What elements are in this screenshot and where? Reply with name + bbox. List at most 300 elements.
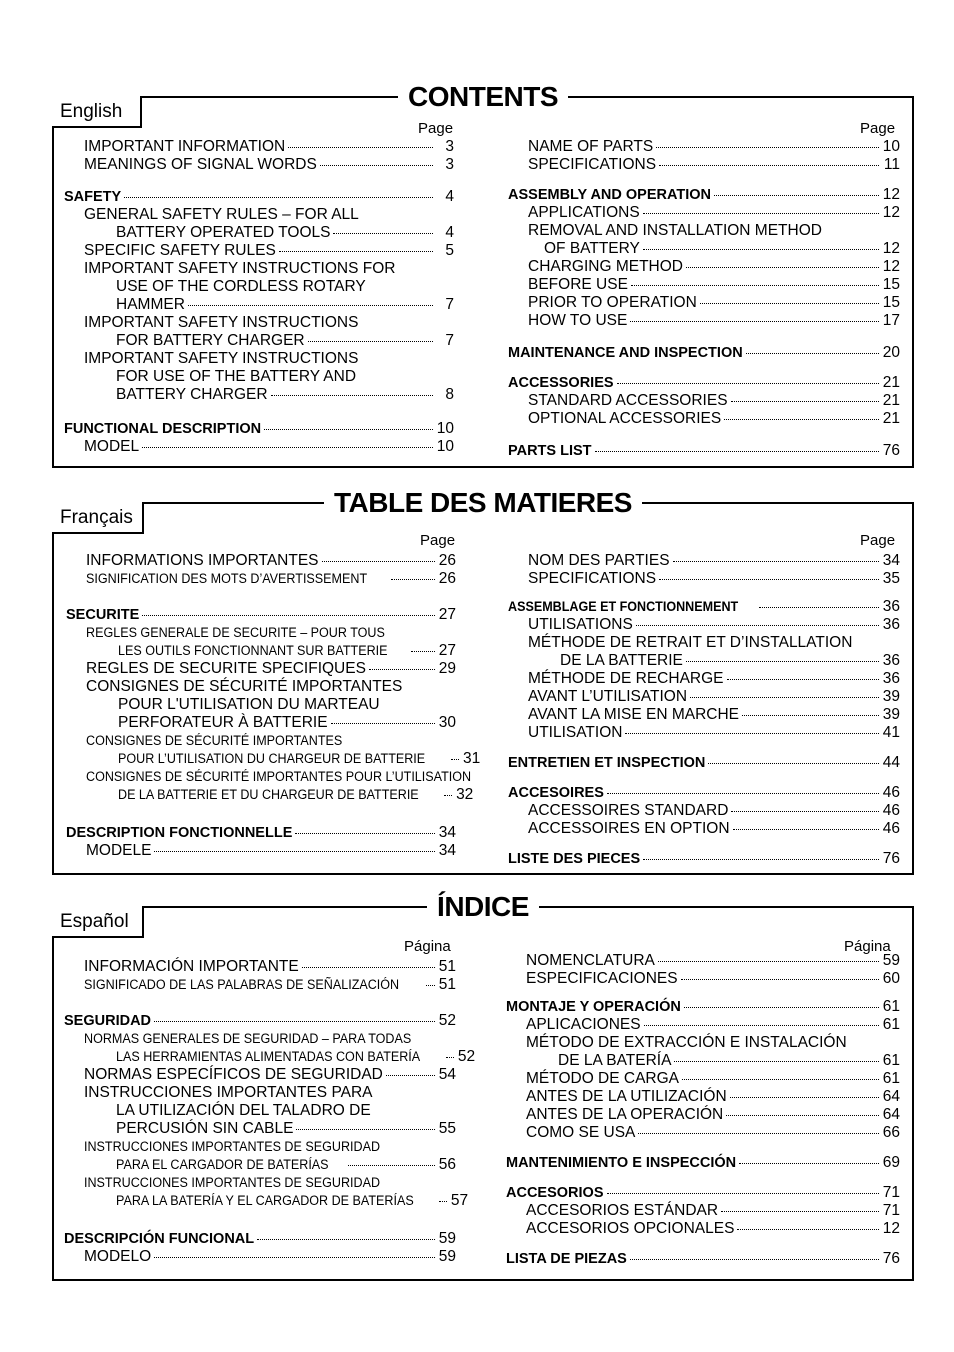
toc-entry-page-number: 27 (438, 642, 456, 659)
dot-leader (674, 1057, 879, 1062)
toc-entry-label: DE LA BATTERIE (560, 652, 683, 669)
section-title-row (52, 890, 914, 924)
page-column-header-left: Page (420, 532, 456, 549)
toc-entry-maintenance-and-inspection[interactable] (508, 344, 900, 362)
toc-entry-informacion-importante[interactable] (84, 958, 456, 976)
dot-leader (638, 1129, 879, 1134)
dot-leader (730, 1093, 879, 1098)
dot-leader (257, 1235, 435, 1240)
toc-entry-page-number: 21 (882, 410, 900, 427)
toc-entry-label: CONSIGNES DE SÉCURITÉ IMPORTANTES (86, 678, 403, 695)
dot-leader (142, 443, 433, 448)
toc-entry-avant-la-mise-en-marche[interactable] (528, 706, 900, 724)
dot-leader (154, 1017, 435, 1022)
toc-entry-les-outils-fonctionnant-sur-batterie[interactable] (118, 642, 456, 660)
toc-entry-de-la-bateria[interactable] (558, 1052, 900, 1070)
toc-entry-modelo[interactable] (84, 1248, 456, 1266)
toc-entry-page-number: 7 (445, 296, 454, 313)
dot-leader (630, 317, 879, 322)
toc-entry-page-number: 46 (882, 802, 900, 819)
dot-leader (636, 621, 879, 626)
dot-leader (682, 1075, 879, 1080)
toc-entry-label: ACCESORIOS OPCIONALES (526, 1220, 735, 1237)
toc-entry-parts-list[interactable] (508, 442, 900, 460)
toc-entry-prior-to-operation[interactable] (528, 294, 900, 312)
toc-entry-label: SECURITE (66, 607, 140, 623)
toc-entry-page-number: 64 (882, 1106, 900, 1123)
toc-entry-page-number: 4 (445, 188, 454, 205)
dot-leader (295, 829, 435, 834)
dot-leader (733, 825, 879, 830)
dot-leader (320, 161, 433, 166)
toc-entry-specifications[interactable] (528, 156, 900, 174)
dot-leader (727, 675, 880, 680)
toc-entry-standard-accessories[interactable] (528, 392, 900, 410)
toc-entry-label: ACCESORIOS ESTÁNDAR (526, 1202, 719, 1219)
dot-leader (188, 301, 433, 306)
toc-entry-label: APLICACIONES (526, 1016, 641, 1033)
toc-entry-label: SPECIFICATIONS (528, 156, 657, 173)
toc-entry-label: SPECIFIC SAFETY RULES (84, 242, 276, 259)
toc-entry-page-number: 10 (882, 138, 900, 155)
toc-entry-removal-and-installation-method[interactable] (528, 222, 900, 240)
toc-entry-page-number: 54 (438, 1066, 456, 1083)
toc-entry-page-number: 52 (457, 1048, 476, 1065)
toc-entry-page-number: 66 (882, 1124, 900, 1141)
toc-entry-para-el-cargador-de-baterias[interactable] (116, 1156, 456, 1174)
toc-entry-accessoires-en-option[interactable] (528, 820, 900, 838)
toc-entry-important-safety-instructions[interactable] (84, 314, 454, 332)
toc-entry-label: INSTRUCCIONES IMPORTANTES DE SEGURIDAD (84, 1175, 381, 1190)
toc-entry-las-herramientas-alimentadas-con-bateria[interactable] (116, 1048, 476, 1066)
page-column-header-left: Page (418, 120, 454, 137)
dot-leader (322, 557, 435, 562)
toc-entry-label: ASSEMBLAGE ET FONCTIONNEMENT (508, 599, 739, 614)
toc-entry-label: HOW TO USE (528, 312, 628, 329)
toc-entry-label: STANDARD ACCESSORIES (528, 392, 728, 409)
toc-entry-label: INFORMATIONS IMPORTANTES (86, 552, 319, 569)
toc-entry-mantenimiento-e-inspeccion[interactable] (506, 1154, 900, 1172)
toc-entry-page-number: 39 (882, 706, 900, 723)
toc-entry-label: PRIOR TO OPERATION (528, 294, 697, 311)
toc-entry-label: ACCESSOIRES EN OPTION (528, 820, 730, 837)
toc-entry-methode-de-recharge[interactable] (528, 670, 900, 688)
section-fr (52, 486, 914, 875)
toc-entry-signification-des-mots-d-avertissement[interactable] (86, 570, 456, 588)
dot-leader (288, 143, 433, 148)
dot-leader (643, 855, 879, 860)
toc-entry-page-number: 39 (882, 688, 900, 705)
toc-entry-accesorios[interactable] (506, 1184, 900, 1202)
toc-entry-label: NORMAS ESPECÍFICOS DE SEGURIDAD (84, 1066, 383, 1083)
toc-entry-para-la-bateria-y-el-cargador-de-baterias[interactable] (116, 1192, 469, 1210)
toc-entry-meanings-of-signal-words[interactable] (84, 156, 454, 174)
dot-leader (746, 349, 879, 354)
toc-entry-regles-generale-de-securite-pour-tous[interactable] (86, 624, 456, 642)
toc-entry-informations-importantes[interactable] (86, 552, 456, 570)
dot-leader (595, 447, 879, 452)
dot-leader (124, 193, 433, 198)
toc-entry-lista-de-piezas[interactable] (506, 1250, 900, 1268)
section-es (52, 890, 914, 1281)
toc-entry-page-number: 15 (882, 276, 900, 293)
dot-leader (658, 957, 879, 962)
toc-entry-page-number: 61 (882, 998, 900, 1015)
toc-entry-page-number: 12 (882, 258, 900, 275)
toc-entry-label: SIGNIFICADO DE LAS PALABRAS DE SEÑALIZACIÓN (84, 977, 400, 992)
toc-entry-page-number: 17 (882, 312, 900, 329)
dot-leader (625, 729, 879, 734)
toc-entry-accesoires[interactable] (508, 784, 900, 802)
toc-entry-de-la-batterie-et-du-chargeur-de-batterie[interactable] (118, 786, 474, 804)
toc-entry-general-safety-rules-for-all[interactable] (84, 206, 454, 224)
toc-entry-important-safety-instructions-for[interactable] (84, 260, 454, 278)
toc-entry-page-number: 3 (445, 156, 454, 173)
toc-entry-label: ACCESSORIES (508, 375, 614, 391)
toc-entry-important-information[interactable] (84, 138, 454, 156)
toc-entry-consignes-de-securite-importantes[interactable] (86, 678, 456, 696)
toc-entry-label: REMOVAL AND INSTALLATION METHOD (528, 222, 822, 239)
toc-entry-page-number: 61 (882, 1070, 900, 1087)
toc-entry-consignes-de-securite-importantes[interactable] (86, 732, 456, 750)
toc-entry-label: MAINTENANCE AND INSPECTION (508, 345, 743, 361)
section-en (52, 80, 914, 468)
toc-entry-page-number: 36 (882, 670, 900, 687)
toc-entry-page-number: 10 (436, 438, 454, 455)
toc-entry-como-se-usa[interactable] (526, 1124, 900, 1142)
dot-leader (673, 557, 879, 562)
toc-entry-percusion-sin-cable[interactable] (116, 1120, 456, 1138)
toc-entry-label: MÉTHODE DE RETRAIT ET D’INSTALLATION (528, 634, 853, 651)
toc-entry-page-number: 59 (438, 1230, 456, 1247)
dot-leader (617, 379, 879, 384)
toc-entry-page-number: 36 (882, 652, 900, 669)
dot-leader (426, 981, 435, 986)
toc-entry-applications[interactable] (528, 204, 900, 222)
toc-entry-la-utilizacion-del-taladro-de[interactable] (116, 1102, 456, 1120)
toc-entry-utilisations[interactable] (528, 616, 900, 634)
toc-entry-hammer[interactable] (116, 296, 454, 314)
toc-entry-page-number: 51 (438, 976, 456, 993)
dot-leader (700, 299, 879, 304)
toc-entry-page-number: 4 (445, 224, 454, 241)
toc-entry-charging-method[interactable] (528, 258, 900, 276)
toc-entry-page-number: 36 (882, 598, 900, 615)
toc-entry-page-number: 59 (882, 952, 900, 969)
page-column-header-right: Página (844, 938, 891, 955)
toc-entry-accessories[interactable] (508, 374, 900, 392)
toc-entry-label: UTILISATIONS (528, 616, 633, 633)
toc-entry-page-number: 26 (438, 570, 456, 587)
toc-entry-de-la-batterie[interactable] (560, 652, 900, 670)
toc-entry-label: NOM DES PARTIES (528, 552, 670, 569)
toc-entry-metodo-de-carga[interactable] (526, 1070, 900, 1088)
toc-entry-page-number: 34 (438, 824, 456, 841)
toc-entry-page-number: 32 (456, 786, 474, 803)
toc-entry-page-number: 8 (445, 386, 454, 403)
toc-entry-page-number: 55 (438, 1120, 456, 1137)
toc-entry-accessoires-standard[interactable] (528, 802, 900, 820)
toc-entry-label: MODEL (84, 438, 140, 455)
toc-entry-page-number: 71 (882, 1202, 900, 1219)
toc-entry-label: BATTERY CHARGER (116, 386, 268, 403)
dot-leader (739, 1159, 879, 1164)
toc-entry-page-number: 76 (882, 850, 900, 867)
toc-entry-label: HAMMER (116, 296, 185, 313)
toc-entry-nomenclatura[interactable] (526, 952, 900, 970)
dot-leader (451, 755, 459, 760)
toc-entry-montaje-y-operacion[interactable] (506, 998, 900, 1016)
dot-leader (439, 1197, 447, 1202)
dot-leader (643, 245, 879, 250)
dot-leader (411, 647, 435, 652)
dot-leader (714, 191, 879, 196)
language-tab: Español (52, 906, 144, 938)
toc-entry-for-battery-charger[interactable] (116, 332, 454, 350)
toc-entry-label: PARA EL CARGADOR DE BATERÍAS (116, 1157, 329, 1172)
toc-entry-page-number: 20 (882, 344, 900, 361)
toc-entry-label: LA UTILIZACIÓN DEL TALADRO DE (116, 1102, 371, 1119)
section-title-row (52, 486, 914, 520)
page-column-header-right: Page (860, 120, 896, 137)
toc-entry-page-number: 57 (450, 1192, 469, 1209)
toc-entry-label: INSTRUCCIONES IMPORTANTES DE SEGURIDAD (84, 1139, 381, 1154)
toc-entry-assemblage-et-fonctionnement[interactable] (508, 598, 900, 616)
toc-entry-page-number: 34 (438, 842, 456, 859)
dot-leader (644, 1021, 879, 1026)
toc-entry-label: OPTIONAL ACCESSORIES (528, 410, 722, 427)
toc-entry-of-battery[interactable] (544, 240, 900, 258)
toc-entry-label: PERCUSIÓN SIN CABLE (116, 1120, 294, 1137)
toc-entry-page-number: 51 (438, 958, 456, 975)
dot-leader (142, 611, 435, 616)
toc-entry-label: UTILISATION (528, 724, 623, 741)
toc-entry-page-number: 12 (882, 1220, 900, 1237)
dot-leader (690, 693, 879, 698)
toc-entry-securite[interactable] (66, 606, 456, 624)
toc-entry-name-of-parts[interactable] (528, 138, 900, 156)
toc-entry-label: DE LA BATERÍA (558, 1052, 672, 1069)
toc-entry-instrucciones-importantes-de-seguridad[interactable] (84, 1138, 456, 1156)
toc-entry-label: COMO SE USA (526, 1124, 636, 1141)
dot-leader (348, 1161, 435, 1166)
toc-entry-label: MANTENIMIENTO E INSPECCIÓN (506, 1155, 737, 1171)
toc-entry-accesorios-estandar[interactable] (526, 1202, 900, 1220)
toc-entry-page-number: 69 (882, 1154, 900, 1171)
page-column-header-right: Page (860, 532, 896, 549)
dot-leader (731, 397, 879, 402)
dot-leader (659, 161, 879, 166)
toc-entry-page-number: 27 (438, 606, 456, 623)
toc-entry-seguridad[interactable] (64, 1012, 456, 1030)
toc-entry-label: PERFORATEUR À BATTERIE (118, 714, 328, 731)
section-title-row (52, 80, 914, 114)
toc-entry-label: REGLES GENERALE DE SECURITE – POUR TOUS (86, 625, 385, 640)
toc-entry-battery-operated-tools[interactable] (116, 224, 454, 242)
toc-entry-label: ENTRETIEN ET INSPECTION (508, 755, 706, 771)
toc-entry-how-to-use[interactable] (528, 312, 900, 330)
toc-entry-label: IMPORTANT SAFETY INSTRUCTIONS FOR (84, 260, 396, 277)
toc-entry-page-number: 61 (882, 1052, 900, 1069)
toc-entry-nom-des-parties[interactable] (528, 552, 900, 570)
toc-entry-perforateur-a-batterie[interactable] (118, 714, 456, 732)
toc-entry-antes-de-la-operacion[interactable] (526, 1106, 900, 1124)
toc-entry-label: MEANINGS OF SIGNAL WORDS (84, 156, 317, 173)
toc-entry-page-number: 56 (438, 1156, 456, 1173)
toc-entry-page-number: 35 (882, 570, 900, 587)
toc-entry-page-number: 10 (436, 420, 454, 437)
dot-leader (759, 603, 879, 608)
toc-entry-model[interactable] (84, 438, 454, 456)
toc-entry-page-number: 44 (882, 754, 900, 771)
toc-entry-page-number: 36 (882, 616, 900, 633)
toc-entry-label: MODELO (84, 1248, 152, 1265)
toc-entry-specifications[interactable] (528, 570, 900, 588)
toc-entry-description-fonctionnelle[interactable] (66, 824, 456, 842)
language-tab: Français (52, 502, 144, 534)
toc-entry-page-number: 15 (882, 294, 900, 311)
toc-entry-label: LISTA DE PIEZAS (506, 1251, 627, 1267)
toc-entry-optional-accessories[interactable] (528, 410, 900, 428)
toc-entry-normas-especificos-de-seguridad[interactable] (84, 1066, 456, 1084)
toc-entry-page-number: 52 (438, 1012, 456, 1029)
toc-entry-pour-l-utilisation-du-chargeur-de-batterie[interactable] (118, 750, 481, 768)
toc-entry-label: ACCESOIRES (508, 785, 604, 801)
toc-entry-especificaciones[interactable] (526, 970, 900, 988)
toc-entry-page-number: 64 (882, 1088, 900, 1105)
toc-entry-significado-de-las-palabras-de-senalizacion[interactable] (84, 976, 456, 994)
toc-entry-instrucciones-importantes-para[interactable] (84, 1084, 456, 1102)
toc-entry-label: INSTRUCCIONES IMPORTANTES PARA (84, 1084, 373, 1101)
toc-entry-label: POUR L’UTILISATION DU CHARGEUR DE BATTERIE (118, 751, 426, 766)
section-title: CONTENTS (398, 80, 568, 114)
toc-entry-for-use-of-the-battery-and[interactable] (116, 368, 454, 386)
toc-entry-label: ANTES DE LA OPERACIÓN (526, 1106, 724, 1123)
dot-leader (331, 719, 435, 724)
toc-entry-instrucciones-importantes-de-seguridad[interactable] (84, 1174, 456, 1192)
toc-entry-label: NAME OF PARTS (528, 138, 654, 155)
toc-entry-page-number: 59 (438, 1248, 456, 1265)
toc-entry-battery-charger[interactable] (116, 386, 454, 404)
toc-entry-safety[interactable] (64, 188, 454, 206)
dot-leader (264, 425, 433, 430)
toc-entry-label: MÉTHODE DE RECHARGE (528, 670, 724, 687)
toc-entry-label: PARTS LIST (508, 443, 592, 459)
dot-leader (686, 657, 879, 662)
toc-entry-specific-safety-rules[interactable] (84, 242, 454, 260)
toc-entry-page-number: 34 (882, 552, 900, 569)
dot-leader (308, 337, 433, 342)
toc-entry-page-number: 76 (882, 442, 900, 459)
toc-entry-liste-des-pieces[interactable] (508, 850, 900, 868)
toc-entry-aplicaciones[interactable] (526, 1016, 900, 1034)
toc-entry-label: NORMAS GENERALES DE SEGURIDAD – PARA TODAS (84, 1031, 412, 1046)
dot-leader (724, 415, 879, 420)
toc-entry-antes-de-la-utilizacion[interactable] (526, 1088, 900, 1106)
toc-entry-label: LISTE DES PIECES (508, 851, 641, 867)
toc-entry-methode-de-retrait-et-d-installation[interactable] (528, 634, 900, 652)
toc-entry-label: IMPORTANT SAFETY INSTRUCTIONS (84, 350, 359, 367)
dot-leader (391, 575, 435, 580)
dot-leader (686, 263, 879, 268)
toc-entry-label: DESCRIPTION FONCTIONNELLE (66, 825, 293, 841)
toc-entry-page-number: 60 (882, 970, 900, 987)
dot-leader (742, 711, 879, 716)
toc-entry-label: FOR BATTERY CHARGER (116, 332, 305, 349)
toc-entry-before-use[interactable] (528, 276, 900, 294)
dot-leader (444, 791, 452, 796)
language-tab: English (52, 96, 142, 128)
dot-leader (659, 575, 879, 580)
toc-entry-label: AVANT L’UTILISATION (528, 688, 688, 705)
toc-entry-page-number: 61 (882, 1016, 900, 1033)
toc-entry-label: BATTERY OPERATED TOOLS (116, 224, 331, 241)
toc-entry-regles-de-securite-specifiques[interactable] (86, 660, 456, 678)
toc-entry-normas-generales-de-seguridad-para-todas[interactable] (84, 1030, 456, 1048)
toc-entry-important-safety-instructions[interactable] (84, 350, 454, 368)
dot-leader (721, 1207, 879, 1212)
toc-entry-page-number: 46 (882, 784, 900, 801)
toc-entry-label: MÉTODO DE EXTRACCIÓN E INSTALACIÓN (526, 1034, 847, 1051)
toc-entry-page-number: 12 (882, 204, 900, 221)
dot-leader (631, 281, 879, 286)
dot-leader (607, 789, 879, 794)
toc-entry-functional-description[interactable] (64, 420, 454, 438)
toc-entry-label: SPECIFICATIONS (528, 570, 657, 587)
toc-entry-label: FOR USE OF THE BATTERY AND (116, 368, 357, 385)
toc-entry-consignes-de-securite-importantes-pour-l-utilisation[interactable] (86, 768, 472, 786)
toc-entry-page-number: 5 (445, 242, 454, 259)
toc-entry-page-number: 26 (438, 552, 456, 569)
toc-entry-label: PARA LA BATERÍA Y EL CARGADOR DE BATERÍAS (116, 1193, 414, 1208)
toc-entry-page-number: 12 (882, 240, 900, 257)
toc-entry-label: APPLICATIONS (528, 204, 640, 221)
dot-leader (154, 1253, 435, 1258)
dot-leader (656, 143, 879, 148)
toc-entry-pour-l-utilisation-du-marteau[interactable] (118, 696, 456, 714)
dot-leader (731, 807, 879, 812)
toc-entry-label: INFORMACIÓN IMPORTANTE (84, 958, 299, 975)
toc-entry-avant-l-utilisation[interactable] (528, 688, 900, 706)
toc-entry-modele[interactable] (86, 842, 456, 860)
toc-entry-label: USE OF THE CORDLESS ROTARY (116, 278, 366, 295)
toc-entry-page-number: 3 (445, 138, 454, 155)
toc-entry-label: IMPORTANT INFORMATION (84, 138, 286, 155)
toc-entry-utilisation[interactable] (528, 724, 900, 742)
toc-entry-label: CONSIGNES DE SÉCURITÉ IMPORTANTES POUR L’UTILISATION (86, 769, 472, 784)
toc-entry-accesorios-opcionales[interactable] (526, 1220, 900, 1238)
toc-entry-descripcion-funcional[interactable] (64, 1230, 456, 1248)
toc-entry-label: NOMENCLATURA (526, 952, 655, 969)
toc-entry-assembly-and-operation[interactable] (508, 186, 900, 204)
dot-leader (369, 665, 435, 670)
toc-entry-label: CHARGING METHOD (528, 258, 683, 275)
toc-entry-label: ASSEMBLY AND OPERATION (508, 187, 712, 203)
toc-entry-page-number: 29 (438, 660, 456, 677)
toc-entry-label: AVANT LA MISE EN MARCHE (528, 706, 740, 723)
toc-entry-entretien-et-inspection[interactable] (508, 754, 900, 772)
toc-entry-page-number: 30 (438, 714, 456, 731)
dot-leader (630, 1255, 879, 1260)
toc-entry-label: POUR L'UTILISATION DU MARTEAU (118, 696, 380, 713)
section-title: TABLE DES MATIERES (324, 486, 642, 520)
toc-entry-label: DE LA BATTERIE ET DU CHARGEUR DE BATTERIE (118, 787, 419, 802)
toc-entry-metodo-de-extraccion-e-instalacion[interactable] (526, 1034, 900, 1052)
toc-entry-use-of-the-cordless-rotary[interactable] (116, 278, 454, 296)
dot-leader (333, 229, 433, 234)
dot-leader (737, 1225, 879, 1230)
toc-entry-label: OF BATTERY (544, 240, 640, 257)
